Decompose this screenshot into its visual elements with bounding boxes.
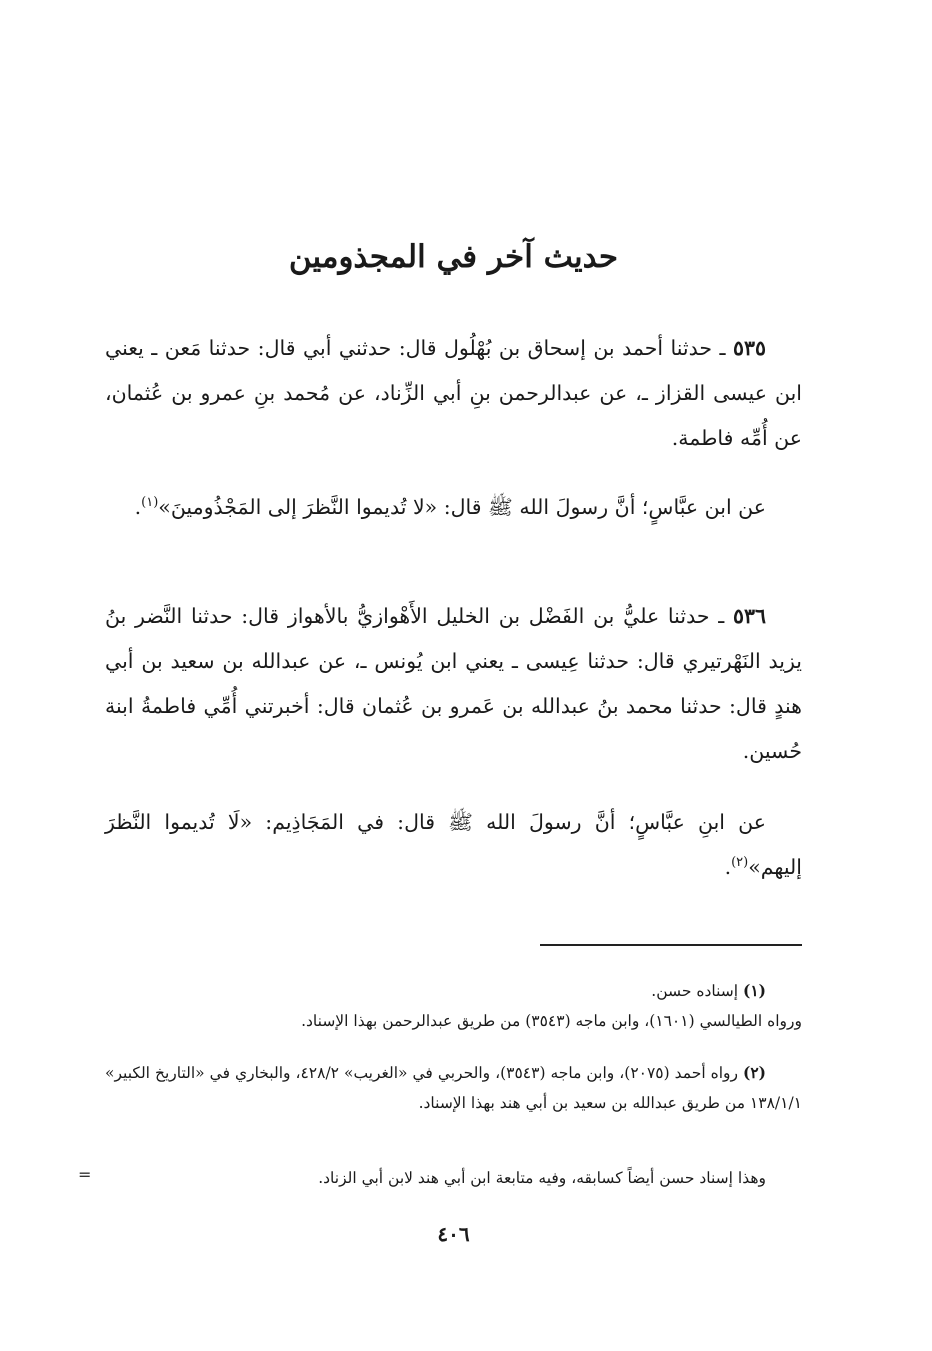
footnote-2 <box>105 1058 802 1118</box>
footnote-1-number: (١) <box>742 981 766 1000</box>
hadith-535-isnad-text: ـ حدثنا أحمد بن إسحاق بن بُهْلُول قال: حدثني أبي قال: حدثنا مَعن ـ يعني ابن عيسى القزاز ـ، عن عبدالرحمن بنِ أبي الزِّناد، عن مُحمد بنِ عمرو بن عُثمان، عن أُمِّه فاطمة. <box>105 336 802 450</box>
hadith-536-matn-text: عن ابنِ عبَّاسٍ؛ أنَّ رسولَ الله ﷺ قال: في المَجَاذِيم: «لَا تُديموا النَّظرَ إليهم» <box>105 810 802 879</box>
footnote-ref-1[interactable]: (١) <box>141 495 159 511</box>
footnote-2-text: رواه أحمد (٢٠٧٥)، وابن ماجه (٣٥٤٣)، والحربي في «الغريب» ٤٢٨/٢، والبخاري في «التاريخ الكبير» ١٣٨/١/١ من طريق عبدالله بن سعيد بن أبي هند بهذا الإسناد. <box>105 1064 802 1112</box>
page-number: ٤٠٦ <box>437 1222 470 1246</box>
footnote-2-continuation: وهذا إسناد حسن أيضاً كسابقه، وفيه متابعة ابن أبي هند لابن أبي الزناد. <box>318 1169 766 1187</box>
hadith-536-matn <box>105 800 802 890</box>
footnote-1 <box>105 976 802 1036</box>
hadith-536-number: ٥٣٦ <box>732 604 766 628</box>
footnote-divider <box>540 944 802 946</box>
book-page <box>105 0 802 1351</box>
hadith-535-matn-text: عن ابن عبَّاسٍ؛ أنَّ رسولَ الله ﷺ قال: «لا تُديموا النَّظرَ إلى المَجْذُومينَ» <box>158 495 766 519</box>
continuation-mark: = <box>78 1165 92 1184</box>
footnote-1-text: إسناده حسن. <box>651 982 743 1000</box>
hadith-535-matn-end: . <box>134 495 142 519</box>
hadith-535-number: ٥٣٥ <box>732 336 766 360</box>
footnote-ref-2[interactable]: (٢) <box>731 855 749 871</box>
hadith-535-matn <box>105 485 802 530</box>
hadith-536-matn-end: . <box>724 855 732 879</box>
footnote-2-line <box>105 1058 802 1118</box>
hadith-536-isnad <box>105 594 802 774</box>
footnote-1-line <box>105 976 802 1006</box>
hadith-535-isnad <box>105 326 802 461</box>
hadith-536-isnad-text: ـ حدثنا عليُّ بن الفَضْل بن الخليل الأَهْوازيُّ بالأهواز قال: حدثنا النَّضر بنُ يزيد النَهْرتيري قال: حدثنا عِيسى ـ يعني ابن يُونس ـ، عن عبدالله بن سعيد بن أبي هندٍ قال: حدثنا محمد بنُ عبدالله بن عَمرو بن عُثمان قال: أخبرتني أُمِّي فاطمةُ ابنة حُسين. <box>105 604 802 763</box>
footnote-1-text-2: ورواه الطيالسي (١٦٠١)، وابن ماجه (٣٥٤٣) من طريق عبدالرحمن بهذا الإسناد. <box>301 1012 802 1030</box>
footnote-2-number: (٢) <box>742 1063 766 1082</box>
chapter-title: حديث آخر في المجذومين <box>288 239 619 275</box>
